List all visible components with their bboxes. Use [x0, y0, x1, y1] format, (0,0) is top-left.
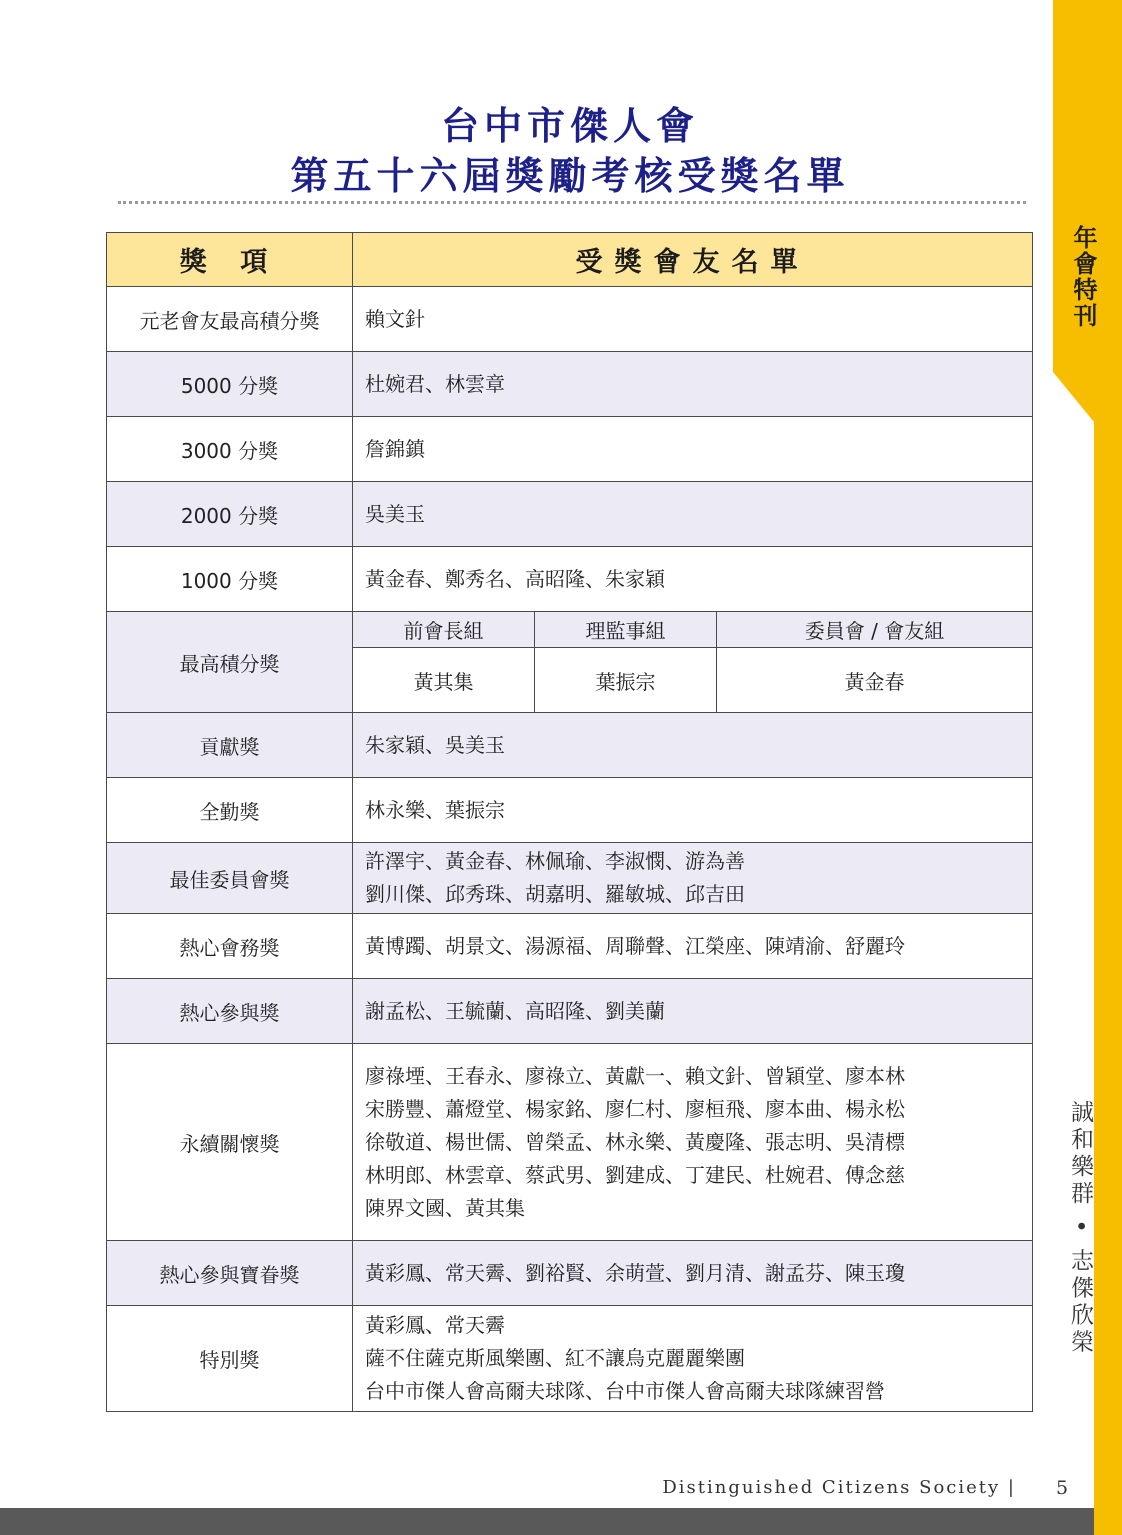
- recipient-line: 台中市傑人會高爾夫球隊、台中市傑人會高爾夫球隊練習營: [365, 1379, 885, 1403]
- award-name: 貢獻獎: [107, 713, 353, 778]
- award-recipients: 詹錦鎮: [353, 417, 1033, 482]
- table-row: [107, 1241, 1033, 1306]
- recipient-line: 陳界文國、黃其集: [365, 1195, 525, 1220]
- section-tab-label: 年會特刊: [1069, 225, 1098, 329]
- recipient-line: 宋勝豐、蕭燈堂、楊家銘、廖仁村、廖桓飛、廖本曲、楊永松: [365, 1096, 905, 1121]
- award-name: 全勤獎: [107, 778, 353, 843]
- table-row: [107, 914, 1033, 979]
- header-award: 獎 項: [107, 233, 353, 287]
- award-recipients: 賴文針: [353, 287, 1033, 352]
- table-row: [107, 612, 1033, 648]
- table-row: [107, 547, 1033, 612]
- recipient-line: 林明郎、林雲章、蔡武男、劉建成、丁建民、杜婉君、傅念慈: [365, 1162, 905, 1187]
- award-recipients: [353, 843, 1033, 914]
- section-tab: [1053, 0, 1094, 422]
- table-row: [107, 778, 1033, 843]
- award-name: 元老會友最高積分獎: [107, 287, 353, 352]
- table-header-row: [107, 233, 1033, 287]
- award-name: 3000 分獎: [107, 417, 353, 482]
- group-winner: 黃金春: [717, 648, 1033, 713]
- award-recipients: 朱家穎、吳美玉: [353, 713, 1033, 778]
- table-row: [107, 713, 1033, 778]
- award-recipients: [353, 1044, 1033, 1241]
- dotted-divider: [118, 201, 1026, 204]
- award-recipients: 黃博躅、胡景文、湯源福、周聯聲、江榮座、陳靖渝、舒麗玲: [353, 914, 1033, 979]
- group-header: 前會長組: [353, 612, 535, 648]
- award-recipients: 黃彩鳳、常天霽、劉裕賢、余萌萱、劉月清、謝孟芬、陳玉瓊: [353, 1241, 1033, 1306]
- table-row: [107, 287, 1033, 352]
- award-name: 2000 分獎: [107, 482, 353, 547]
- page-title-line1: 台中市傑人會: [440, 103, 699, 148]
- group-header: 理監事組: [535, 612, 717, 648]
- award-name: 1000 分獎: [107, 547, 353, 612]
- award-name: 熱心參與寶眷獎: [107, 1241, 353, 1306]
- award-recipients: 林永樂、葉振宗: [353, 778, 1033, 843]
- table-row: [107, 1044, 1033, 1241]
- award-name: 永續關懷獎: [107, 1044, 353, 1241]
- table-row: [107, 843, 1033, 914]
- award-recipients: 黃金春、鄭秀名、高昭隆、朱家穎: [353, 547, 1033, 612]
- table-row: [107, 417, 1033, 482]
- table-row: [107, 352, 1033, 417]
- recipient-line: 劉川傑、邱秀珠、胡嘉明、羅敏城、邱吉田: [365, 882, 745, 906]
- recipient-line: 許澤宇、黃金春、林佩瑜、李淑憫、游為善: [365, 849, 745, 873]
- footer-society-name: Distinguished Citizens Society |: [662, 1477, 1016, 1498]
- page-number: 5: [1056, 1477, 1069, 1499]
- award-recipients: 吳美玉: [353, 482, 1033, 547]
- award-name: 熱心會務獎: [107, 914, 353, 979]
- recipient-line: 黃彩鳳、常天霽: [365, 1313, 505, 1337]
- award-name: 特別獎: [107, 1306, 353, 1412]
- group-winner: 葉振宗: [535, 648, 717, 713]
- award-name: 最高積分獎: [107, 612, 353, 713]
- table-row: [107, 1306, 1033, 1412]
- bottom-bar: [0, 1508, 1094, 1535]
- award-recipients: 杜婉君、林雲章: [353, 352, 1033, 417]
- table-row: [107, 979, 1033, 1044]
- table-row: [107, 482, 1033, 547]
- awards-table: [106, 232, 1033, 1412]
- side-motto: 誠和樂群 • 志傑欣榮: [1067, 1100, 1093, 1357]
- recipient-line: 薩不住薩克斯風樂團、紅不讓烏克麗麗樂團: [365, 1346, 745, 1370]
- award-name: 熱心參與獎: [107, 979, 353, 1044]
- award-name: 最佳委員會獎: [107, 843, 353, 914]
- award-name: 5000 分獎: [107, 352, 353, 417]
- award-recipients: 謝孟松、王毓蘭、高昭隆、劉美蘭: [353, 979, 1033, 1044]
- recipient-line: 廖祿堙、王春永、廖祿立、黃獻一、賴文針、曾穎堂、廖本林: [365, 1063, 905, 1088]
- page-title-line2: 第五十六屆獎勵考核受獎名單: [290, 153, 850, 198]
- award-recipients: [353, 1306, 1033, 1412]
- group-winner: 黃其集: [353, 648, 535, 713]
- recipient-line: 徐敬道、楊世儒、曾榮孟、林永樂、黃慶隆、張志明、吳清標: [365, 1129, 905, 1154]
- header-recipients: 受獎會友名單: [353, 233, 1033, 287]
- group-header: 委員會 / 會友組: [717, 612, 1033, 648]
